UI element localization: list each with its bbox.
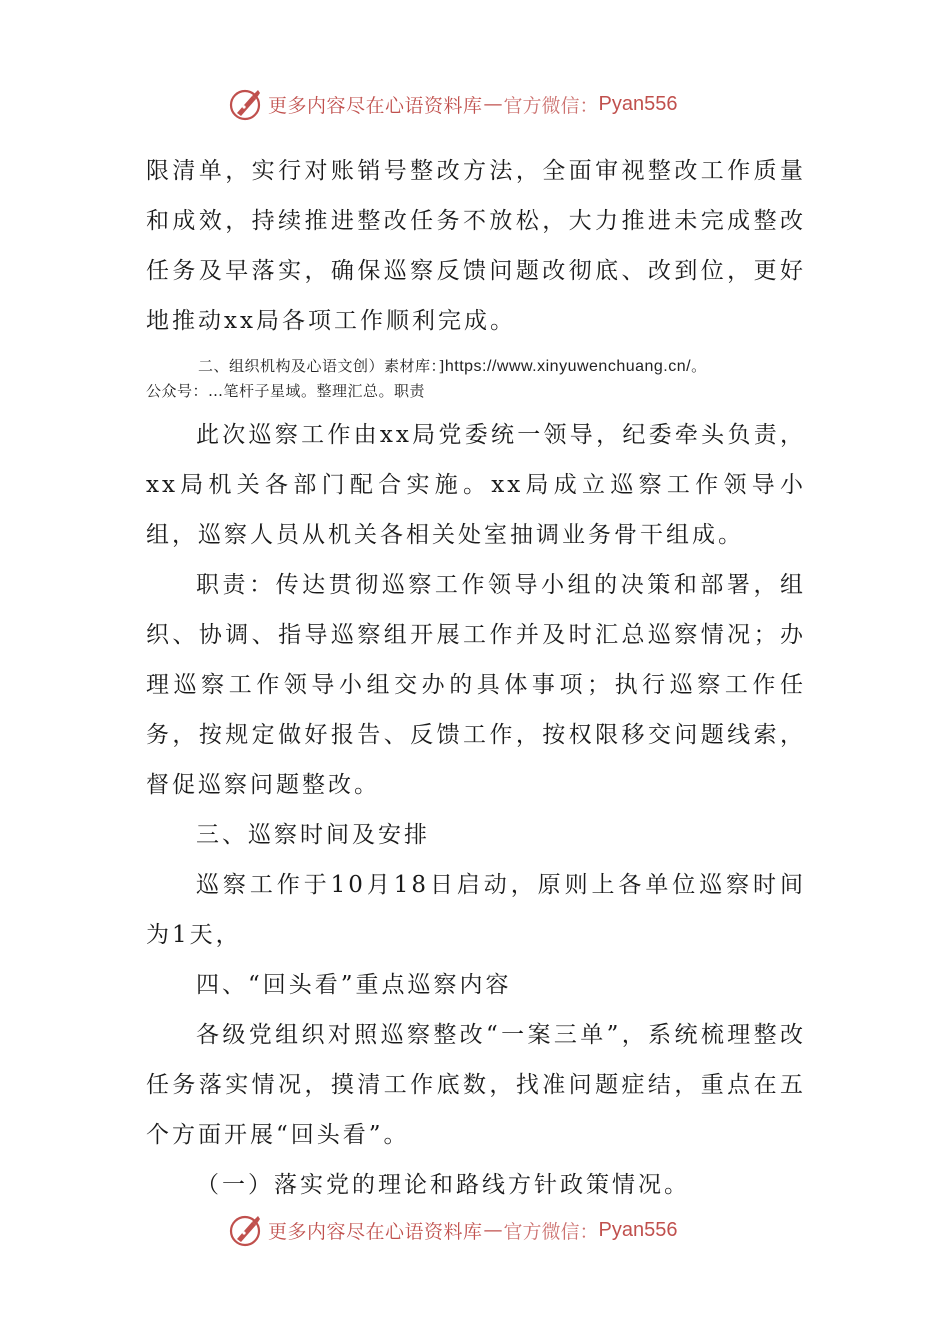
banner-wechat-label: 官方微信： bbox=[503, 1220, 599, 1243]
banner-wechat-id: Pyan556 bbox=[598, 1218, 678, 1241]
banner-main-text: 更多内容尽在心语资料库 bbox=[268, 1220, 483, 1243]
paragraph-organization: 此次巡察工作由xx局党委统一领导，纪委牵头负责，xx局机关各部门配合实施。xx局成立巡察工作领导小组，巡察人员从机关各相关处室抽调业务骨干组成。 bbox=[146, 422, 806, 548]
note-url-link[interactable]: https://www.xinyuwenchuang.cn/ bbox=[444, 358, 692, 375]
heading-section-four: 四、“回头看”重点巡察内容 bbox=[196, 972, 512, 998]
paragraph-duties: 职责：传达贯彻巡察工作领导小组的决策和部署，组织、协调、指导巡察组开展工作并及时汇总巡察情况；办理巡察工作领导小组交办的具体事项；执行巡察工作任务，按规定做好报告、反馈工作，按权限移交问题线索，督促巡察问题整改。 bbox=[146, 572, 806, 798]
paragraph-review-content: 各级党组织对照巡察整改“一案三单”，系统梳理整改任务落实情况，摸清工作底数，找准问题症结，重点在五个方面开展“回头看”。 bbox=[146, 1022, 806, 1148]
document-body bbox=[146, 146, 806, 1210]
footer-banner bbox=[228, 1210, 678, 1250]
banner-wechat-id: Pyan556 bbox=[598, 92, 678, 115]
banner-main-text: 更多内容尽在心语资料库 bbox=[268, 94, 483, 117]
note-suffix: 。 bbox=[691, 357, 707, 375]
header-banner bbox=[228, 84, 678, 124]
banner-wechat-label: 官方微信： bbox=[503, 94, 599, 117]
note-line-source bbox=[146, 354, 806, 379]
paragraph-schedule: 巡察工作于10月18日启动，原则上各单位巡察时间为1天， bbox=[146, 872, 806, 948]
note-line-public-account: 公众号：…笔杆子星域。整理汇总。职责 bbox=[146, 382, 426, 400]
note-prefix: 二、组织机构及心语文创）素材库：] bbox=[198, 357, 445, 375]
heading-section-three: 三、巡察时间及安排 bbox=[196, 822, 430, 848]
banner-separator: — bbox=[483, 1219, 503, 1241]
paragraph-rectification: 限清单，实行对账销号整改方法，全面审视整改工作质量和成效，持续推进整改任务不放松，大力推进未完成整改任务及早落实，确保巡察反馈问题改彻底、改到位，更好地推动xx局各项工作顺利完成。 bbox=[146, 158, 806, 334]
pen-nib-circle-icon bbox=[228, 86, 264, 122]
heading-subsection-one: （一）落实党的理论和路线方针政策情况。 bbox=[196, 1172, 690, 1198]
banner-separator: — bbox=[483, 93, 503, 115]
pen-nib-circle-icon bbox=[228, 1212, 264, 1248]
